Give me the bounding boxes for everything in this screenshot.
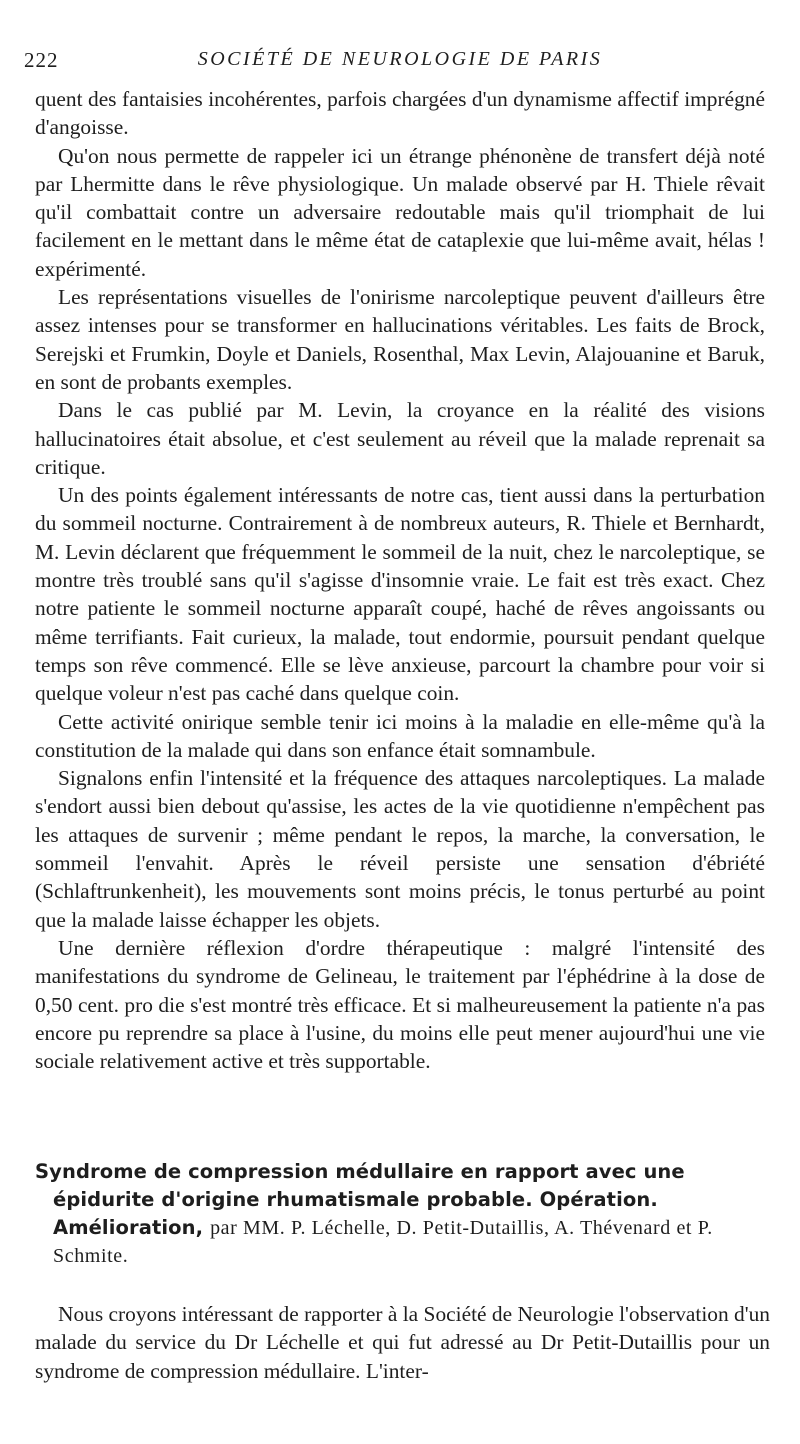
section-paragraph: Nous croyons intéressant de rapporter à la Société de Neurologie l'observation d'un malade du service du Dr Léchelle et qui fut adressé au Dr Petit-Dutaillis pour un syndrome de compression médullaire. L'inter- [35, 1302, 770, 1383]
journal-title: SOCIÉTÉ DE NEUROLOGIE DE PARIS [197, 48, 603, 70]
article-body [35, 85, 765, 1075]
section-title: Syndrome de compression médullaire en rapport avec une épidurite d'origine rhumatismale probable. Opération. Amélioration, [35, 1160, 685, 1239]
paragraph: Signalons enfin l'intensité et la fréquence des attaques narcoleptiques. La malade s'endort aussi bien debout qu'assise, les actes de la vie quotidienne n'empêchent pas les attaques de survenir ; même pendant le repos, la marche, la conversation, le sommeil l'envahit. Après le réveil persiste une sensation d'ébriété (Schlaftrunkenheit), les mouvements sont moins précis, le tonus perturbé au point que la malade laisse échapper les objets. [35, 766, 765, 932]
paragraph: Cette activité onirique semble tenir ici moins à la maladie en elle-même qu'à la constitution de la malade qui dans son enfance était somnambule. [35, 709, 765, 762]
author-byline: par MM. P. Léchelle, D. Petit-Dutaillis, A. Thévenard et P. Schmite. [53, 1217, 713, 1267]
paragraph: Dans le cas publié par M. Levin, la croyance en la réalité des visions hallucinatoires était absolue, et c'est seulement au réveil que la malade reprenait sa critique. [35, 398, 765, 479]
paragraph: Les représentations visuelles de l'onirisme narcoleptique peuvent d'ailleurs être assez intenses pour se transformer en hallucinations véritables. Les faits de Brock, Serejski et Frumkin, Doyle et Daniels, Rosenthal, Max Levin, Alajouanine et Baruk, en sont de probants exemples. [35, 285, 765, 394]
paragraph: Une dernière réflexion d'ordre thérapeutique : malgré l'intensité des manifestations du syndrome de Gelineau, le traitement par l'éphédrine à la dose de 0,50 cent. pro die s'est montré très efficace. Et si malheureusement la patiente n'a pas encore pu reprendre sa place à l'usine, du moins elle peut mener aujourd'hui une vie sociale relativement active et très supportable. [35, 935, 765, 1074]
running-header [24, 44, 776, 74]
section-heading [35, 1158, 770, 1270]
paragraph: quent des fantaisies incohérentes, parfois chargées d'un dynamisme affectif imprégné d'angoisse. [35, 87, 765, 140]
paragraph: Qu'on nous permette de rappeler ici un étrange phénonène de transfert déjà noté par Lhermitte dans le rêve physiologique. Un malade observé par H. Thiele rêvait qu'il combattait contre un adversaire redoutable mais qu'il triomphait de lui facilement en le mettant dans le même état de cataplexie que lui-même avait, hélas ! expérimenté. [35, 143, 765, 281]
paragraph: Un des points également intéressants de notre cas, tient aussi dans la perturbation du sommeil nocturne. Contrairement à de nombreux auteurs, R. Thiele et Bernhardt, M. Levin déclarent que fréquemment le sommeil de la nuit, chez le narcoleptique, se montre très troublé sans qu'il s'agisse d'insomnie vraie. Le fait est très exact. Chez notre patiente le sommeil nocturne apparaît coupé, haché de rêves angoissants ou même terrifiants. Fait curieux, la malade, tout endormie, poursuit pendant quelque temps son rêve commencé. Elle se lève anxieuse, parcourt la chambre pour voir si quelque voleur n'est pas caché dans quelque coin. [35, 483, 765, 706]
page-number: 222 [24, 48, 59, 72]
new-article-section [35, 1158, 770, 1385]
